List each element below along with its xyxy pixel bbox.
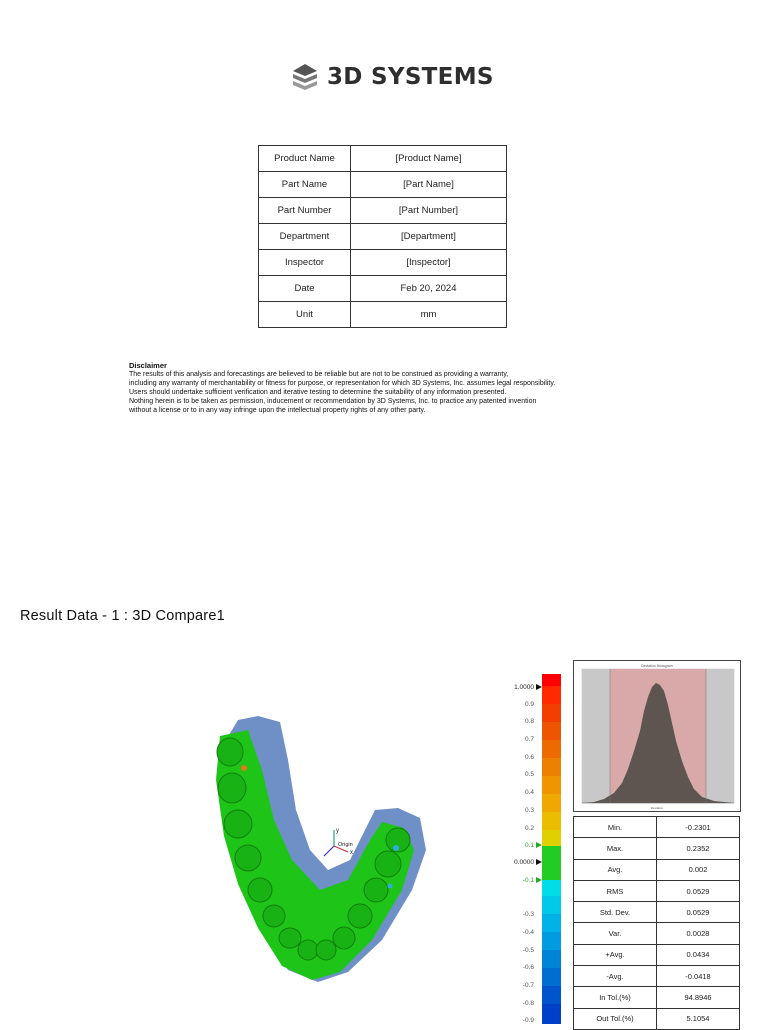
table-row [259,146,507,172]
part-info-table [258,145,507,328]
table-row [259,302,507,328]
stat-value: 0.0434 [657,944,740,965]
axis-label-y: y [336,828,339,834]
table-row [259,172,507,198]
color-segment [542,776,561,794]
histogram-title: Deviation Histogram [641,664,673,668]
color-segment [542,758,561,776]
color-segment [542,914,561,932]
disclaimer-line: without a license or to in any way infringe upon the intellectual property rights of any other party. [129,407,426,414]
table-row [574,817,740,838]
brand-name: 3D SYSTEMS [327,64,494,90]
colorbar-label: 0.1 [524,842,534,849]
axis-label-x: x [350,850,353,856]
axis-label-origin: Origin [338,842,353,848]
info-key: Unit [259,302,351,328]
table-row [574,1008,740,1029]
deviation-spot [393,845,399,851]
tolerance-segment [542,846,561,880]
info-key: Inspector [259,250,351,276]
upper-tolerance-marker-icon [536,842,542,848]
disclaimer-line: including any warranty of merchantability or fitness for purpose, or representation for which 3D Systems, Inc. assumes legal responsibility. [129,380,556,387]
colorbar-label: -0.4 [522,929,534,936]
color-segment [542,686,561,704]
stat-key: Min. [574,817,657,838]
table-row [259,198,507,224]
color-segment [542,794,561,812]
colorbar-label: 0.0000 [514,859,534,866]
table-row [574,987,740,1008]
color-segment [542,830,561,846]
stat-key: RMS [574,880,657,901]
color-segment [542,674,561,686]
deviation-spot [241,765,247,771]
stat-value: 0.0028 [657,923,740,944]
color-segment [542,932,561,950]
color-segment [542,722,561,740]
colorbar-label: -0.7 [522,982,534,989]
colorbar-label: -0.5 [522,947,534,954]
disclaimer [129,361,649,415]
lower-tolerance-marker-icon [536,877,542,883]
table-row [574,944,740,965]
color-segment [542,812,561,830]
info-value: Feb 20, 2024 [351,276,507,302]
deviation-model-view [200,700,440,1000]
deviation-histogram [573,660,741,812]
table-row [574,838,740,859]
colorbar-label: -0.8 [522,1000,534,1007]
stat-value: -0.0418 [657,966,740,987]
stat-value: 94.8946 [657,987,740,1008]
disclaimer-heading: Disclaimer [129,361,167,370]
statistics-table [573,816,740,1030]
color-segment [542,986,561,1004]
table-row [574,923,740,944]
table-row [574,859,740,880]
stat-key: Var. [574,923,657,944]
info-value: mm [351,302,507,328]
color-segment [542,704,561,722]
info-value: [Department] [351,224,507,250]
colorbar-label: 0.7 [524,736,534,743]
deviation-color-bar [500,672,570,1024]
zero-marker-icon [536,859,542,865]
colorbar-label: 0.6 [524,754,534,761]
stat-key: Max. [574,838,657,859]
histogram-plot [574,661,740,811]
table-row [259,276,507,302]
result-title: Result Data - 1 : 3D Compare1 [20,608,225,624]
axis-triad [324,828,353,856]
max-marker-icon [536,684,542,690]
stat-value: -0.2301 [657,817,740,838]
info-key: Department [259,224,351,250]
stat-key: Std. Dev. [574,902,657,923]
info-key: Date [259,276,351,302]
color-segment [542,968,561,986]
stat-value: 0.0529 [657,902,740,923]
brand-logo [288,60,494,94]
info-value: [Part Name] [351,172,507,198]
colorbar-label: -0.3 [522,911,534,918]
colorbar-label: 1.0000 [514,684,534,691]
colorbar-label: 0.9 [524,701,534,708]
info-value: [Part Number] [351,198,507,224]
stat-value: 0.0529 [657,880,740,901]
colorbar-label: 0.8 [524,718,534,725]
color-segment [542,950,561,968]
colorbar-label: 0.4 [524,789,534,796]
info-key: Product Name [259,146,351,172]
colorbar-label: -0.1 [522,877,534,884]
colorbar-label: -0.6 [522,964,534,971]
disclaimer-line: The results of this analysis and forecastings are believed to be reliable but are not to be construed as providing a warranty, [129,371,509,378]
stat-value: 5.1054 [657,1008,740,1029]
colorbar-label: 0.3 [524,807,534,814]
colorbar-label: 0.5 [524,771,534,778]
table-row [574,880,740,901]
table-row [259,224,507,250]
color-segment [542,880,561,896]
color-segment [542,740,561,758]
deviation-spot [388,884,393,889]
stat-key: In Tol.(%) [574,987,657,1008]
table-row [574,902,740,923]
stat-key: -Avg. [574,966,657,987]
stat-value: 0.002 [657,859,740,880]
colorbar-label: -0.9 [522,1017,534,1024]
disclaimer-line: Nothing herein is to be taken as permission, inducement or recommendation by 3D Systems, Inc. to practice any patented invention [129,398,537,405]
info-key: Part Number [259,198,351,224]
table-row [574,966,740,987]
3d-systems-logo-icon [288,62,322,92]
table-row [259,250,507,276]
histogram-x-label: Deviation [650,806,664,810]
colorbar-label: 0.2 [524,825,534,832]
info-key: Part Name [259,172,351,198]
disclaimer-line: Users should undertake sufficient verification and iterative testing to determine the suitability of any information presented. [129,389,507,396]
color-segment [542,896,561,914]
stat-key: Avg. [574,859,657,880]
color-segment [542,1004,561,1024]
stat-key: +Avg. [574,944,657,965]
info-value: [Product Name] [351,146,507,172]
stat-value: 0.2352 [657,838,740,859]
info-value: [Inspector] [351,250,507,276]
stat-key: Out Tol.(%) [574,1008,657,1029]
